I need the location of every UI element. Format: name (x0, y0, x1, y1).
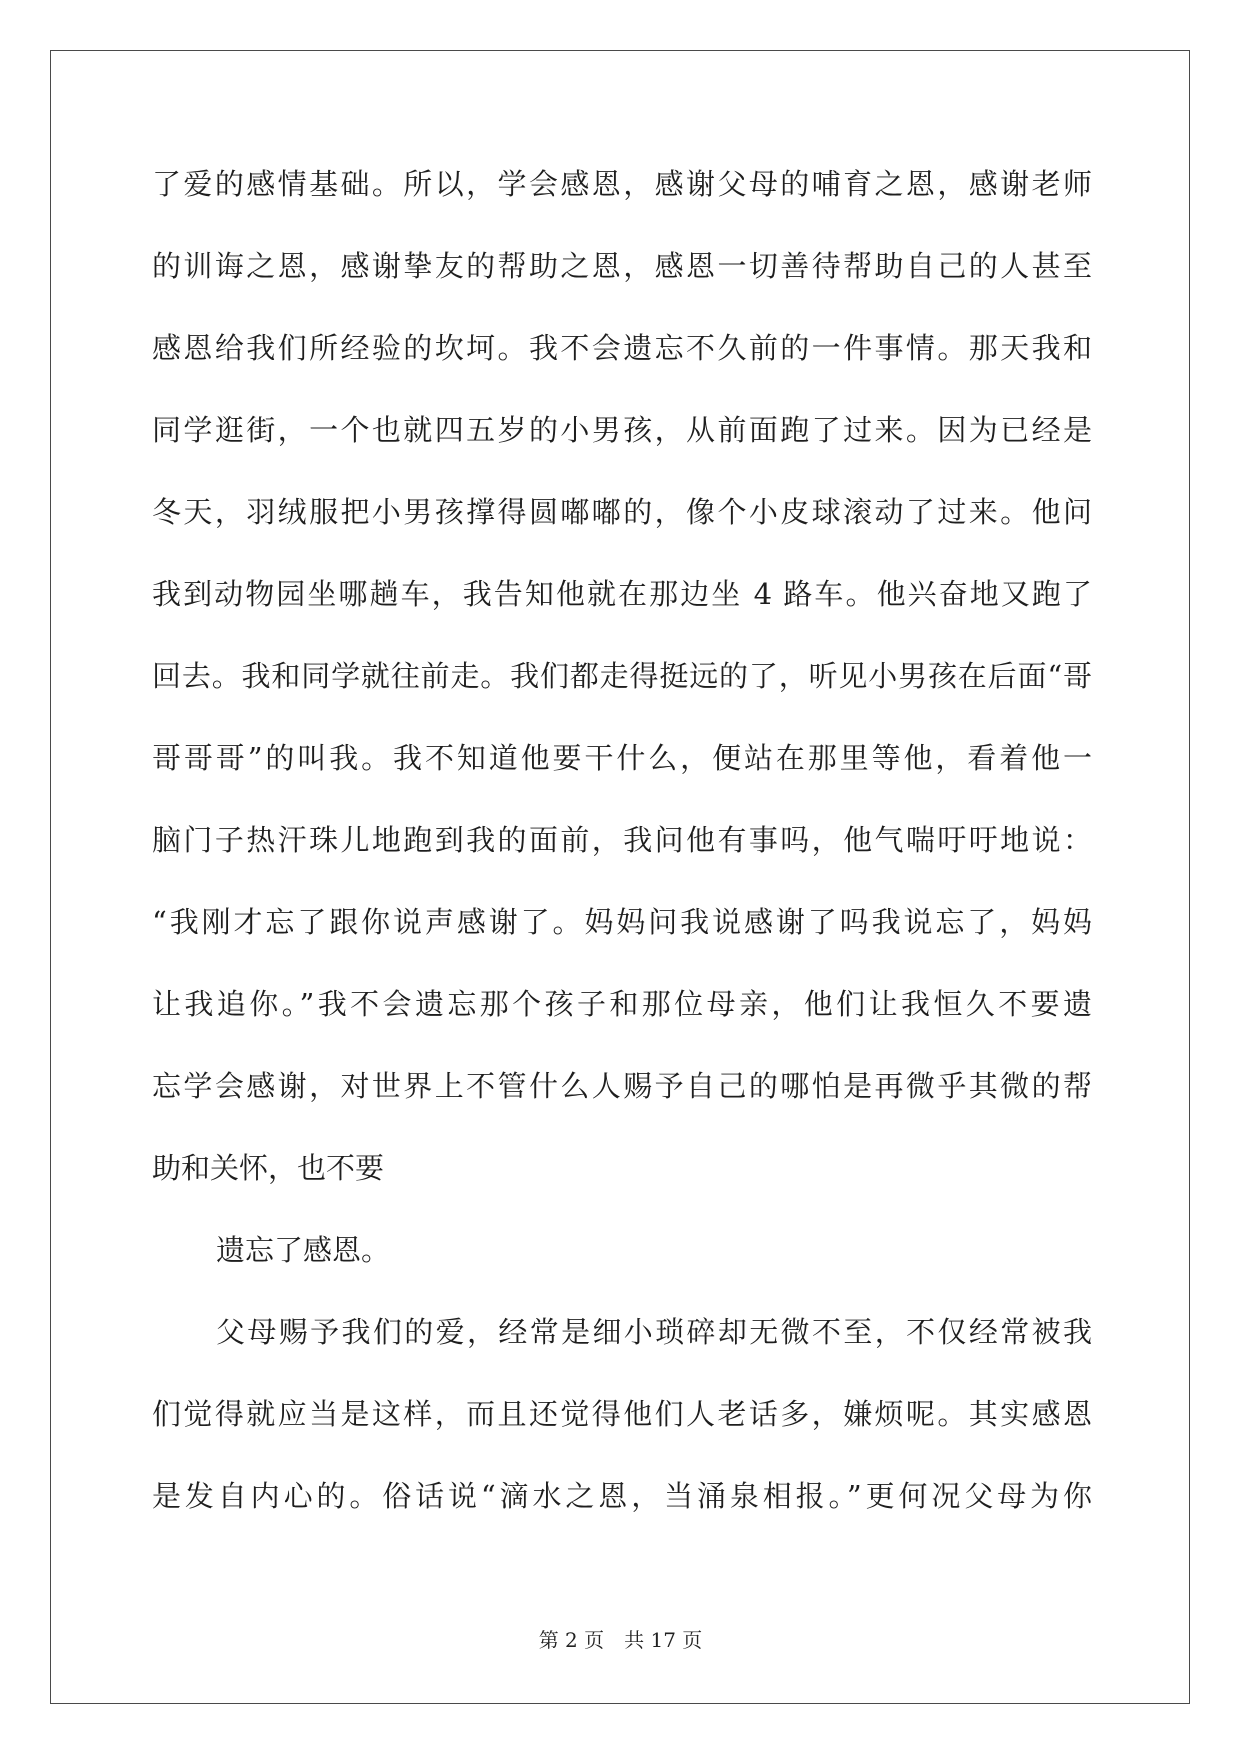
text-line: 了爱的感情基础。所以，学会感恩，感谢父母的哺育之恩，感谢老师 (152, 167, 1092, 201)
text-line: 忘学会感谢，对世界上不管什么人赐予自己的哪怕是再微乎其微的帮 (152, 1069, 1092, 1103)
text-line: 回去。我和同学就往前走。我们都走得挺远的了，听见小男孩在后面“哥 (152, 659, 1092, 693)
text-line: 脑门子热汗珠儿地跑到我的面前，我问他有事吗，他气喘吁吁地说： (152, 823, 1092, 857)
document-body (152, 157, 1092, 1551)
text-line: 同学逛街，一个也就四五岁的小男孩，从前面跑了过来。因为已经是 (152, 413, 1092, 447)
text-line: 助和关怀，也不要 (152, 1151, 385, 1185)
text-line: 感恩给我们所经验的坎坷。我不会遗忘不久前的一件事情。那天我和 (152, 331, 1092, 365)
text-line: 让我追你。”我不会遗忘那个孩子和那位母亲，他们让我恒久不要遗 (152, 987, 1092, 1021)
text-line: 的训诲之恩，感谢挚友的帮助之恩，感恩一切善待帮助自己的人甚至 (152, 249, 1092, 283)
page-footer (0, 1624, 1241, 1653)
text-line: “我刚才忘了跟你说声感谢了。妈妈问我说感谢了吗我说忘了，妈妈 (152, 905, 1092, 939)
page-number: 第 2 页 (538, 1628, 605, 1652)
text-line: 们觉得就应当是这样，而且还觉得他们人老话多，嫌烦呢。其实感恩 (152, 1397, 1092, 1431)
paragraph-line: 父母赐予我们的爱，经常是细小琐碎却无微不至，不仅经常被我 (216, 1315, 1092, 1349)
paragraph-line: 遗忘了感恩。 (216, 1233, 391, 1267)
text-line: 是发自内心的。俗话说“滴水之恩，当涌泉相报。”更何况父母为你 (152, 1479, 1092, 1513)
page-total: 共 17 页 (624, 1628, 703, 1652)
text-line: 哥哥哥”的叫我。我不知道他要干什么，便站在那里等他，看着他一 (152, 741, 1092, 775)
text-line: 我到动物园坐哪趟车，我告知他就在那边坐 4 路车。他兴奋地又跑了 (152, 577, 1092, 611)
text-line: 冬天，羽绒服把小男孩撑得圆嘟嘟的，像个小皮球滚动了过来。他问 (152, 495, 1092, 529)
